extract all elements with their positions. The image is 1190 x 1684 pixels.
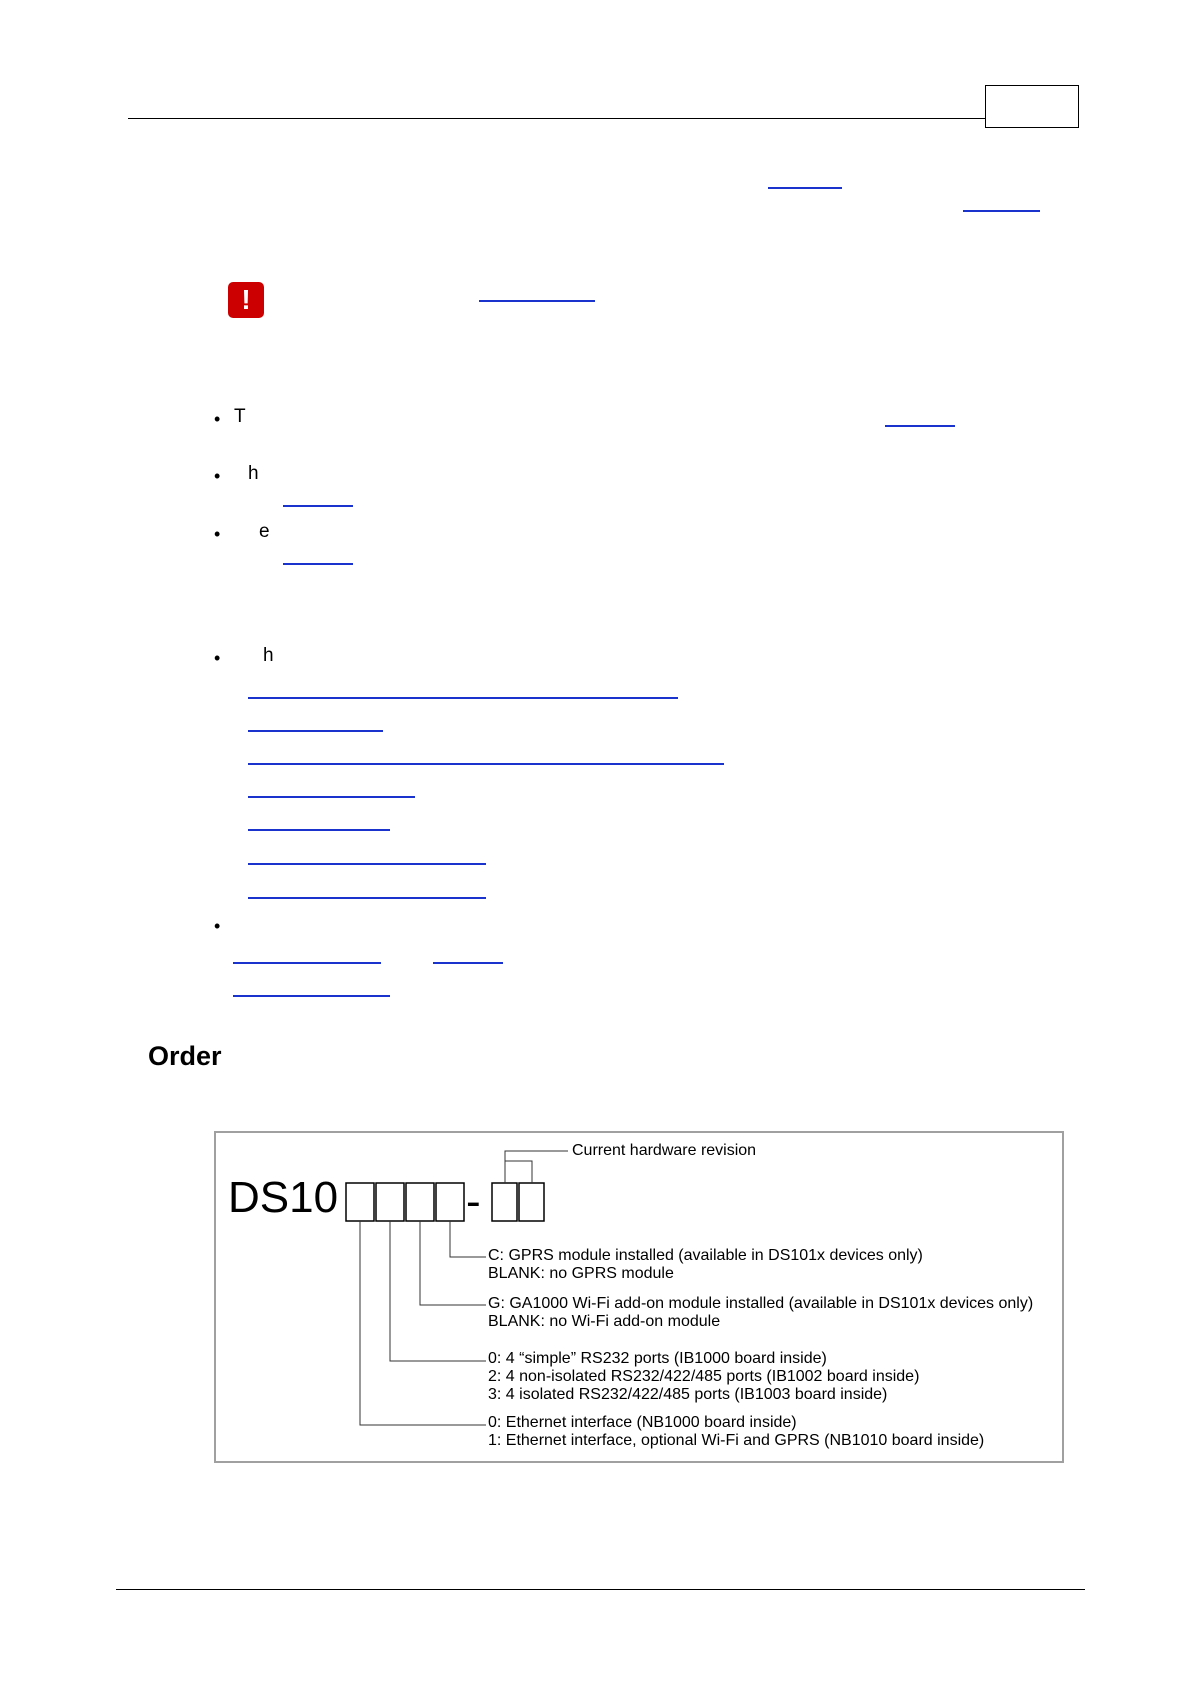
bullet1-link[interactable] bbox=[885, 425, 955, 427]
wifi-leader bbox=[420, 1221, 486, 1305]
footer-rule bbox=[116, 1589, 1085, 1590]
intro-link-2[interactable] bbox=[963, 210, 1040, 212]
sublist-link-3[interactable] bbox=[248, 763, 724, 765]
sublist-link-5[interactable] bbox=[248, 829, 390, 831]
warning-link[interactable] bbox=[479, 300, 595, 302]
hardware-revision-label: Current hardware revision bbox=[572, 1142, 757, 1159]
interface-leader bbox=[360, 1221, 486, 1425]
option-interface-line-1: 0: Ethernet interface (NB1000 board inside) bbox=[488, 1414, 797, 1431]
sublist-link-4[interactable] bbox=[248, 796, 415, 798]
ports-leader bbox=[390, 1221, 486, 1361]
model-separator: - bbox=[466, 1177, 481, 1226]
bullet-marker-1: • bbox=[214, 409, 221, 429]
bullet3-text: e bbox=[259, 521, 270, 542]
revision-box-2 bbox=[519, 1183, 544, 1221]
section-heading: Order bbox=[148, 1041, 222, 1071]
bottom-link-1[interactable] bbox=[233, 962, 381, 964]
option-c-line-1: C: GPRS module installed (available in DS101x devices only) bbox=[488, 1247, 923, 1264]
bottom-link-3[interactable] bbox=[233, 995, 390, 997]
bullet1-text: T bbox=[234, 406, 246, 427]
bullet-marker-3: • bbox=[214, 524, 221, 544]
revision-leader bbox=[505, 1151, 568, 1183]
bullet3-link[interactable] bbox=[283, 563, 353, 565]
bottom-link-2[interactable] bbox=[433, 962, 503, 964]
sublist-link-1[interactable] bbox=[248, 697, 678, 699]
bullet-marker-4: • bbox=[214, 648, 221, 668]
code-box-4 bbox=[436, 1183, 464, 1221]
option-interface-line-2: 1: Ethernet interface, optional Wi-Fi and GPRS (NB1010 board inside) bbox=[488, 1432, 985, 1449]
code-box-1 bbox=[346, 1183, 374, 1221]
bullet-marker-5: • bbox=[214, 916, 221, 936]
code-box-3 bbox=[406, 1183, 434, 1221]
warning-icon bbox=[228, 282, 264, 318]
option-ports-line-3: 3: 4 isolated RS232/422/485 ports (IB1003 board inside) bbox=[488, 1386, 888, 1403]
sublist-link-7[interactable] bbox=[248, 897, 486, 899]
option-ports-line-2: 2: 4 non-isolated RS232/422/485 ports (IB1002 board inside) bbox=[488, 1368, 920, 1385]
bullet-marker-2: • bbox=[214, 466, 221, 486]
sublist-link-2[interactable] bbox=[248, 730, 383, 732]
model-prefix: DS10 bbox=[228, 1173, 339, 1222]
sublist-link-6[interactable] bbox=[248, 863, 486, 865]
bullet4-text: h bbox=[263, 645, 274, 666]
header-rule bbox=[128, 118, 985, 119]
option-g-line-1: G: GA1000 Wi-Fi add-on module installed (available in DS101x devices only) bbox=[488, 1295, 1034, 1312]
bullet2-text: h bbox=[248, 463, 259, 484]
option-ports-line-1: 0: 4 “simple” RS232 ports (IB1000 board inside) bbox=[488, 1350, 827, 1367]
exclamation-icon: ! bbox=[241, 284, 251, 315]
option-g-line-2: BLANK: no Wi-Fi add-on module bbox=[488, 1313, 721, 1330]
revision-leader-2 bbox=[505, 1161, 532, 1183]
code-box-2 bbox=[376, 1183, 404, 1221]
intro-link-1[interactable] bbox=[768, 187, 842, 189]
ordering-code-diagram bbox=[214, 1131, 1064, 1463]
option-c-line-2: BLANK: no GPRS module bbox=[488, 1265, 674, 1282]
revision-box-1 bbox=[492, 1183, 517, 1221]
page-number-box bbox=[985, 85, 1079, 128]
bullet2-link[interactable] bbox=[283, 505, 353, 507]
